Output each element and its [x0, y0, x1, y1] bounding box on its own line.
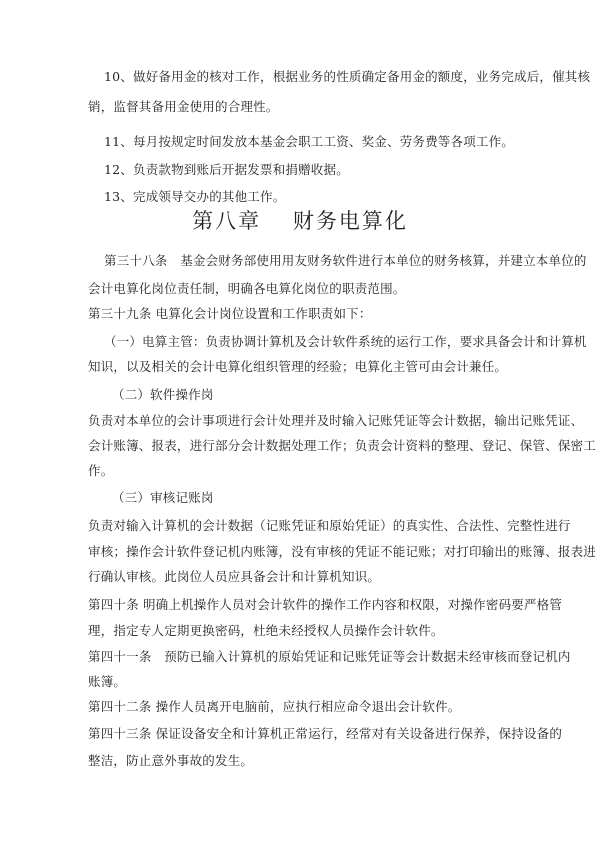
paragraph-line: 整洁，防止意外事故的发生。 [88, 753, 254, 768]
paragraph-line: 会计电算化岗位责任制，明确各电算化岗位的职责范围。 [88, 281, 406, 296]
paragraph-line: 第三十九条 电算化会计岗位设置和工作职责如下： [88, 306, 372, 321]
paragraph-line: 负责对输入计算机的会计数据（记账凭证和原始凭证）的真实性、合法性、完整性进行 [88, 518, 571, 533]
paragraph-line: 第四十一条 预防已输入计算机的原始凭证和记账凭证等会计数据未经审核而登记机内 [88, 649, 571, 664]
paragraph-line: （三）审核记账岗 [112, 490, 214, 505]
paragraph-line: 审核；操作会计软件登记机内账簿，没有审核的凭证不能记账；对打印输出的账簿、报表进 [88, 544, 597, 559]
paragraph-line: 11、每月按规定时间发放本基金会职工工资、奖金、劳务费等各项工作。 [104, 134, 515, 149]
paragraph-line: 理，指定专人定期更换密码，杜绝未经授权人员操作会计软件。 [88, 623, 444, 638]
paragraph-line: 13、完成领导交办的其他工作。 [104, 189, 286, 204]
paragraph-line: 10、做好备用金的核对工作，根据业务的性质确定备用金的额度，业务完成后，催其核 [104, 69, 591, 84]
paragraph-line: 销，监督其备用金使用的合理性。 [88, 99, 279, 114]
paragraph-line: 作。 [88, 463, 114, 478]
paragraph-line: 负责对本单位的会计事项进行会计处理并及时输入记账凭证等会计数据，输出记账凭证、 [88, 413, 584, 428]
chapter-title: 第八章 财务电算化 [192, 209, 408, 233]
paragraph-line: 12、负责款物到账后开据发票和捐赠收据。 [104, 162, 349, 177]
paragraph-line: 第四十二条 操作人员离开电脑前，应执行相应命令退出会计软件。 [88, 699, 461, 714]
paragraph-line: 第四十条 明确上机操作人员对会计软件的操作工作内容和权限，对操作密码要严格管 [88, 597, 563, 612]
paragraph-line: 第四十三条 保证设备安全和计算机正常运行，经常对有关设备进行保养，保持设备的 [88, 726, 563, 741]
paragraph-line: 会计账簿、报表，进行部分会计数据处理工作；负责会计资料的整理、登记、保管、保密工 [88, 438, 597, 453]
paragraph-line: 账簿。 [88, 674, 127, 689]
paragraph-line: （一）电算主管：负责协调计算机及会计软件系统的运行工作，要求具备会计和计算机 [104, 334, 587, 349]
paragraph-line: 行确认审核。此岗位人员应具备会计和计算机知识。 [88, 569, 381, 584]
paragraph-line: （二）软件操作岗 [112, 387, 214, 402]
paragraph-line: 知识，以及相关的会计电算化组织管理的经验；电算化主管可由会计兼任。 [88, 359, 508, 374]
paragraph-line: 第三十八条 基金会财务部使用用友财务软件进行本单位的财务核算，并建立本单位的 [104, 253, 587, 268]
